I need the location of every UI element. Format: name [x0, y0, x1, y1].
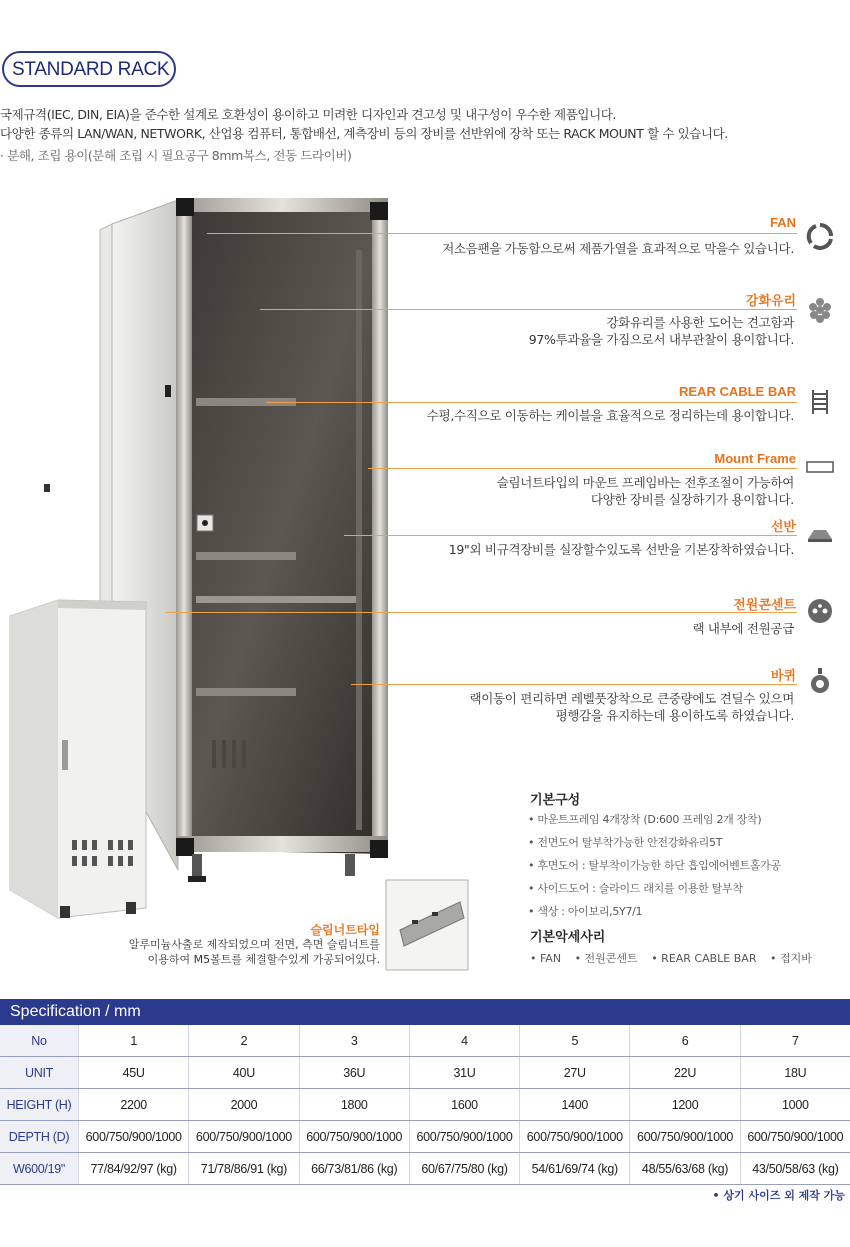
spec-cell: 40U	[189, 1057, 299, 1089]
fan-icon	[806, 222, 834, 250]
page-title: STANDARD RACK	[12, 59, 170, 80]
spec-row-label: W600/19"	[0, 1153, 79, 1185]
slim-nut-text-line: 이용하여 M5볼트를 체결할수있게 가공되어있다.	[147, 953, 380, 966]
spec-cell: 4	[409, 1025, 519, 1057]
shelf-icon	[806, 521, 834, 549]
glass-callout-line	[260, 309, 797, 310]
accessory-item: • REAR CABLE BAR	[651, 952, 757, 965]
spec-cell: 66/73/81/86 (kg)	[299, 1153, 409, 1185]
intro-line-3: · 분해, 조립 용이(분해 조립 시 필요공구 8mm복스, 전동 드라이버)	[0, 148, 352, 163]
accessory-title: 기본악세사리	[530, 930, 606, 945]
intro-line-2: 다양한 종류의 LAN/WAN, NETWORK, 산업용 컴퓨터, 통합배선, 계측장비 등의 장비를 선반위에 장착 또는 RACK MOUNT 할 수 있습니다.	[0, 126, 728, 141]
spec-cell: 2000	[189, 1089, 299, 1121]
feature-power-title: 전원콘센트	[733, 597, 796, 612]
spec-cell: 60/67/75/80 (kg)	[409, 1153, 519, 1185]
spec-cell: 1200	[630, 1089, 740, 1121]
feature-mount-frame-text-2: 다양한 장비를 실장하기가 용이합니다.	[590, 492, 794, 507]
caster-icon	[806, 667, 834, 695]
feature-power-text: 랙 내부에 전원공급	[692, 621, 794, 636]
basic-item-5: • 색상 : 아이보리,5Y7/1	[528, 905, 643, 918]
feature-caster-text-2: 평행감을 유지하는데 용이하도록 하였습니다.	[555, 708, 794, 723]
fan-callout-line	[207, 233, 797, 234]
spec-row	[0, 1121, 850, 1153]
spec-header	[0, 999, 850, 1025]
spec-cell: 600/750/900/1000	[299, 1121, 409, 1153]
spec-cell: 600/750/900/1000	[79, 1121, 189, 1153]
feature-shelf-title: 선반	[770, 519, 796, 534]
basic-item-2: • 전면도어 탈부착가능한 안전강화유리5T	[528, 836, 723, 849]
intro-line-1: 국제규격(IEC, DIN, EIA)을 준수한 설계로 호환성이 용이하고 미려한 디자인과 견고성 및 내구성이 우수한 제품입니다.	[0, 107, 616, 122]
spec-cell: 1	[79, 1025, 189, 1057]
slim-nut-title: 슬림너트타입	[310, 923, 380, 937]
power-outlet-icon	[806, 597, 834, 625]
cable-bar-icon	[806, 388, 834, 416]
power-callout-line	[166, 612, 797, 613]
accessory-item: • 접지바	[769, 952, 812, 965]
feature-cable-bar-text: 수평,수직으로 이동하는 케이블을 효율적으로 정리하는데 용이합니다.	[426, 408, 794, 423]
spec-cell: 6	[630, 1025, 740, 1057]
spec-row	[0, 1025, 850, 1057]
feature-fan-text: 저소음팬을 가동함으로써 제품가열을 효과적으로 막을수 있습니다.	[442, 241, 794, 256]
feature-shelf-text: 19"외 비규격장비를 실장할수있도록 선반을 기본장착하였습니다.	[448, 542, 794, 557]
slim-nut-text-line: 알루미늄사출로 제작되었으며 전면, 측면 슬림너트를	[128, 938, 380, 951]
spec-cell: 31U	[409, 1057, 519, 1089]
basic-item-3: • 후면도어 : 탈부착이가능한 하단 흡입에어벤트홀가공	[528, 859, 781, 872]
spec-cell: 54/61/69/74 (kg)	[520, 1153, 630, 1185]
mount-frame-callout-line	[368, 468, 797, 469]
spec-row	[0, 1089, 850, 1121]
feature-glass-text-2: 97%투과율을 가짐으로서 내부관찰이 용이합니다.	[528, 332, 794, 347]
feature-caster-text-1: 랙이동이 편리하면 레벨풋장착으로 큰중량에도 견딜수 있으며	[469, 691, 794, 706]
spec-row	[0, 1057, 850, 1089]
feature-fan-title: FAN	[770, 215, 796, 230]
spec-cell: 5	[520, 1025, 630, 1057]
spec-cell: 43/50/58/63 (kg)	[740, 1153, 850, 1185]
spec-cell: 2200	[79, 1089, 189, 1121]
spec-cell: 3	[299, 1025, 409, 1057]
accessory-item: • FAN	[530, 952, 562, 965]
spec-cell: 1800	[299, 1089, 409, 1121]
accessory-item: • 전원콘센트	[574, 952, 638, 965]
spec-cell: 600/750/900/1000	[189, 1121, 299, 1153]
custom-size-note: • 상기 사이즈 외 제작 가능	[712, 1189, 845, 1202]
page-title-badge	[2, 51, 176, 87]
spec-cell: 600/750/900/1000	[409, 1121, 519, 1153]
feature-cable-bar-title: REAR CABLE BAR	[679, 384, 796, 399]
slim-nut-text	[129, 937, 380, 967]
feature-glass-title: 강화유리	[745, 293, 796, 308]
caster-callout-line	[351, 684, 797, 685]
accessory-list	[530, 950, 822, 966]
spec-cell: 1600	[409, 1089, 519, 1121]
basic-item-4: • 사이드도어 : 슬라이드 래치를 이용한 탈부착	[528, 882, 743, 895]
glass-icon	[806, 296, 834, 324]
feature-glass-text-1: 강화유리를 사용한 도어는 견고함과	[606, 315, 794, 330]
spec-cell: 77/84/92/97 (kg)	[79, 1153, 189, 1185]
spec-cell: 48/55/63/68 (kg)	[630, 1153, 740, 1185]
spec-cell: 1000	[740, 1089, 850, 1121]
spec-row	[0, 1153, 850, 1185]
feature-mount-frame-text-1: 슬림너트타입의 마운트 프레임바는 전후조절이 가능하여	[496, 475, 794, 490]
cable-bar-callout-line	[266, 402, 797, 403]
spec-cell: 45U	[79, 1057, 189, 1089]
spec-row-label: No	[0, 1025, 79, 1057]
spec-cell: 36U	[299, 1057, 409, 1089]
spec-row-label: UNIT	[0, 1057, 79, 1089]
spec-cell: 18U	[740, 1057, 850, 1089]
spec-table	[0, 1025, 850, 1185]
mount-frame-icon	[806, 453, 834, 481]
spec-cell: 1400	[520, 1089, 630, 1121]
spec-cell: 71/78/86/91 (kg)	[189, 1153, 299, 1185]
spec-row-label: DEPTH (D)	[0, 1121, 79, 1153]
spec-cell: 600/750/900/1000	[520, 1121, 630, 1153]
spec-cell: 22U	[630, 1057, 740, 1089]
spec-title: Specification / mm	[10, 1003, 141, 1020]
feature-mount-frame-title: Mount Frame	[714, 451, 796, 466]
shelf-callout-line	[344, 535, 797, 536]
basic-item-1: • 마운트프레임 4개장착 (D:600 프레임 2개 장착)	[528, 813, 762, 826]
spec-cell: 2	[189, 1025, 299, 1057]
spec-cell: 600/750/900/1000	[740, 1121, 850, 1153]
spec-cell: 600/750/900/1000	[630, 1121, 740, 1153]
feature-caster-title: 바퀴	[770, 668, 796, 683]
spec-cell: 27U	[520, 1057, 630, 1089]
spec-row-label: HEIGHT (H)	[0, 1089, 79, 1121]
spec-cell: 7	[740, 1025, 850, 1057]
basic-config-title: 기본구성	[530, 793, 581, 808]
